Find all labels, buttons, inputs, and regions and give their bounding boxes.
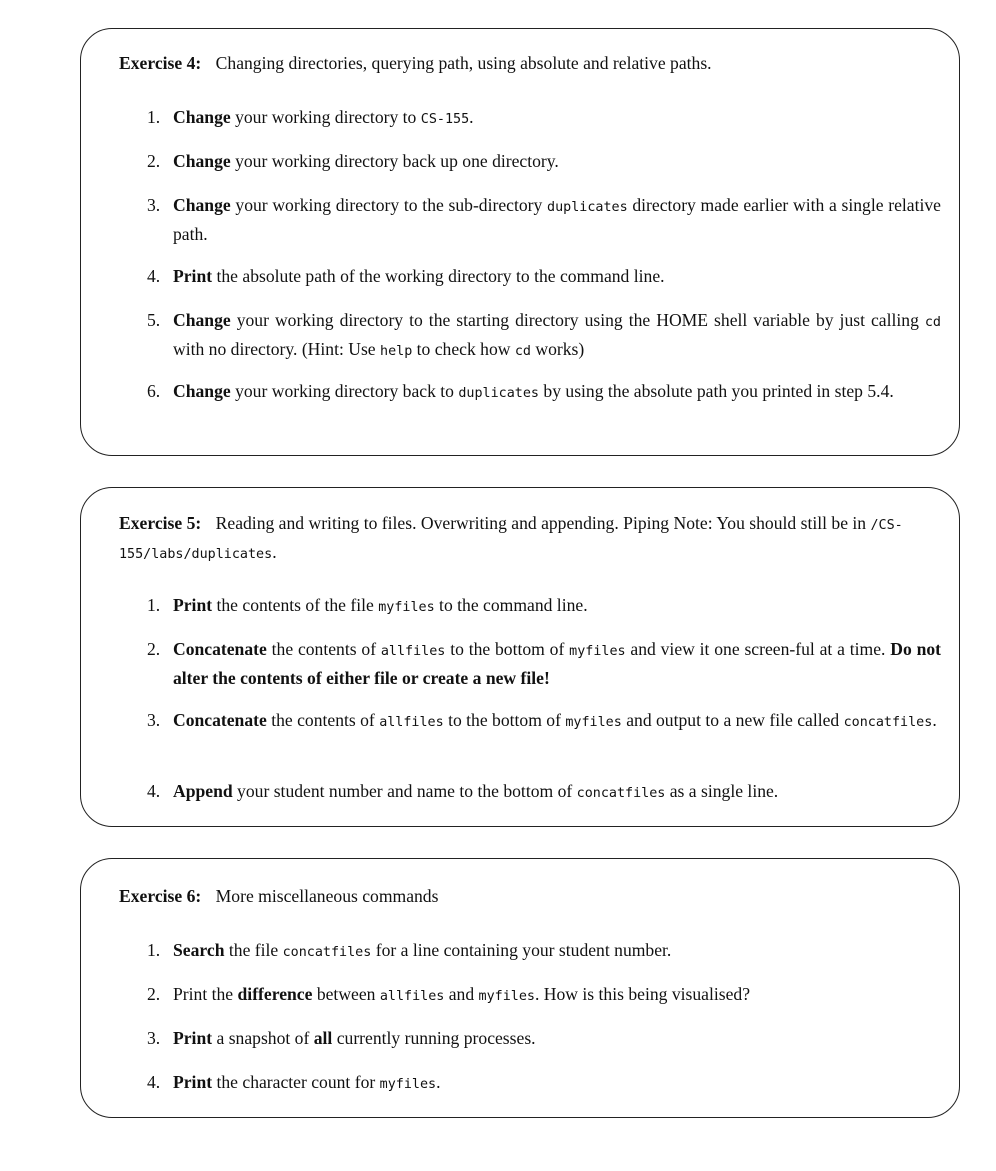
list-item: 3. Concatenate the contents of allfiles to the bottom of myfiles and output to a new file called concatfiles. bbox=[147, 710, 937, 730]
list-item: 3. Change your working directory to the sub-directory duplicates directory made earlier with a single relative path. bbox=[147, 195, 941, 244]
list-item: 2. Concatenate the contents of allfiles to the bottom of myfiles and view it one screen-ful at a time. Do not alter the contents of either file or create a new file! bbox=[147, 639, 942, 688]
list-item: 1. Print the contents of the file myfiles to the command line. bbox=[147, 595, 588, 615]
list-item: 1. Change your working directory to CS-155. bbox=[147, 107, 474, 127]
exercise-5-path: /CS-155/labs/duplicates bbox=[119, 518, 903, 562]
list-item: 1. Search the file concatfiles for a line containing your student number. bbox=[147, 940, 672, 960]
exercise-6-title: More miscellaneous commands bbox=[215, 886, 439, 906]
exercise-4-box bbox=[80, 28, 960, 456]
exercise-4-heading bbox=[119, 50, 941, 77]
exercise-6-heading bbox=[119, 883, 941, 910]
list-item: 4. Append your student number and name to the bottom of concatfiles as a single line. bbox=[147, 781, 779, 801]
list-item: 6. Change your working directory back to duplicates by using the absolute path you printed in step 5.4. bbox=[147, 381, 894, 401]
list-item: 5. Change your working directory to the starting directory using the HOME shell variable by just calling cd with no directory. (Hint: Use help to check how cd works) bbox=[147, 310, 941, 359]
exercise-5-title: Reading and writing to files. Overwriting and appending. Piping Note: You should still be in bbox=[215, 513, 871, 533]
exercise-5-label: Exercise 5: bbox=[119, 513, 202, 533]
exercise-5-heading: Exercise 5: Reading and writing to files. Overwriting and appending. Piping Note: You should still be in /CS-155/labs/duplicates. bbox=[119, 513, 903, 562]
exercise-4-label: Exercise 4: bbox=[119, 53, 202, 73]
list-item: 4. Print the absolute path of the working directory to the command line. bbox=[147, 266, 665, 286]
exercise-6-box bbox=[80, 858, 960, 1118]
exercise-6-label: Exercise 6: bbox=[119, 886, 202, 906]
exercise-5-box bbox=[80, 487, 960, 827]
list-item: 4. Print the character count for myfiles. bbox=[147, 1072, 441, 1092]
list-item: 3. Print a snapshot of all currently running processes. bbox=[147, 1028, 536, 1048]
exercise-4-title: Changing directories, querying path, using absolute and relative paths. bbox=[215, 53, 712, 73]
list-item: 2. Change your working directory back up one directory. bbox=[147, 151, 559, 171]
list-item: 2. Print the difference between allfiles and myfiles. How is this being visualised? bbox=[147, 984, 751, 1004]
